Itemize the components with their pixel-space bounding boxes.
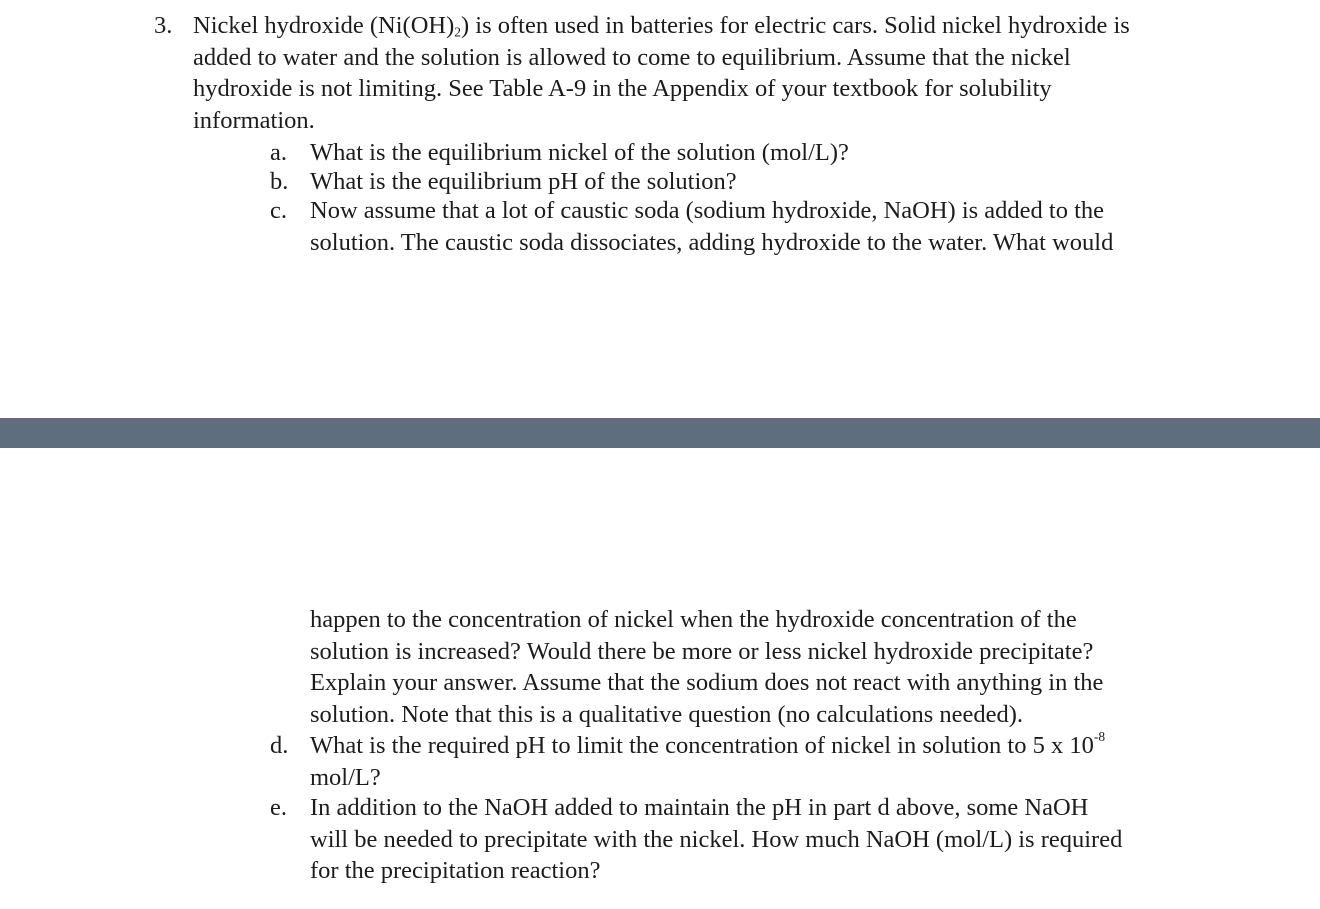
page-top — [0, 0, 1320, 418]
part-b-label: b. — [270, 168, 289, 195]
question-line-4: information. — [193, 106, 315, 134]
part-e-text: In addition to the NaOH added to maintain the pH in part d above, some NaOH will be needed to precipitate with the nickel. How much NaOH (mol/L) is required for the precipitation reaction? — [310, 794, 1123, 884]
part-c-label: c. — [270, 197, 287, 224]
page-bottom — [0, 448, 1320, 909]
part-c-text-top: Now assume that a lot of caustic soda (sodium hydroxide, NaOH) is added to the solution. The caustic soda dissociates, adding hydroxide to the water. What would — [310, 197, 1114, 256]
question-text — [193, 10, 1153, 136]
part-d-text: What is the required pH to limit the concentration of nickel in solution to 5 x $10^{-8}$ mol/L? — [310, 728, 1106, 791]
part-e-label: e. — [270, 794, 287, 821]
page-break-bar — [0, 418, 1320, 448]
part-a-label: a. — [270, 139, 287, 166]
question-number: 3. — [154, 12, 173, 39]
part-b-text: What is the equilibrium pH of the solution? — [310, 168, 737, 195]
question-line-3: hydroxide is not limiting. See Table A-9 in the Appendix of your textbook for solubility — [193, 75, 1052, 102]
part-c-text-bottom: happen to the concentration of nickel when the hydroxide concentration of the solution is increased? Would there be more or less nickel hydroxide precipitate? Explain your answer. Assume that the sodium does not react with anything in the solution. Note that this is a qualitative question (no calculations needed). — [310, 606, 1104, 728]
question-line-2: added to water and the solution is allowed to come to equilibrium. Assume that the nickel — [193, 43, 1071, 71]
part-d-label: d. — [270, 732, 289, 759]
part-a-text: What is the equilibrium nickel of the solution (mol/L)? — [310, 139, 849, 166]
question-line-1: Nickel hydroxide $(Ni(OH)_2)$ is often used in batteries for electric cars. Solid nickel hydroxide is — [193, 12, 1130, 40]
